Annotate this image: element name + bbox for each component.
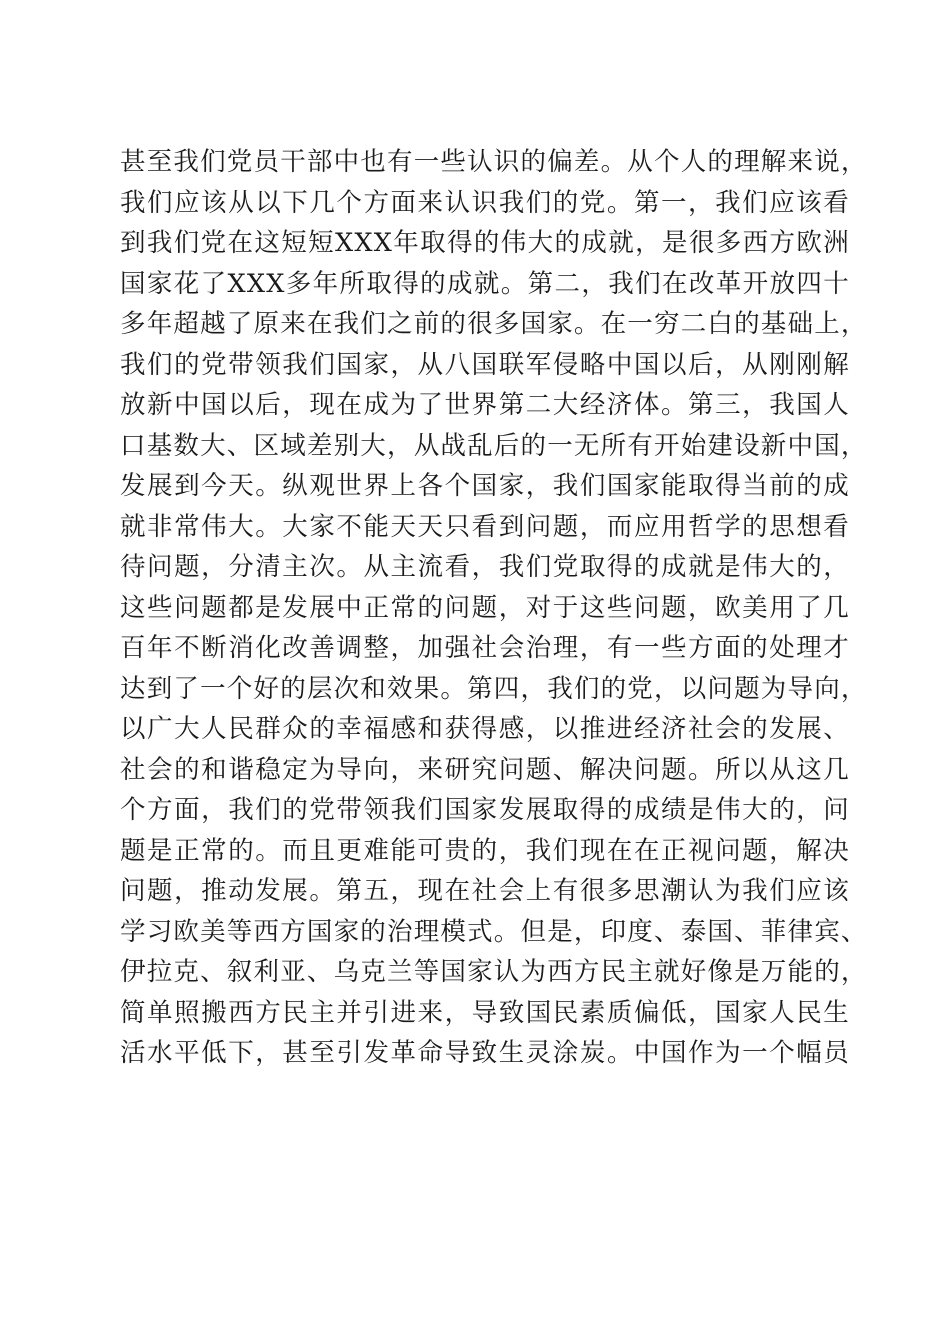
text-line: 口基数大、区域差别大，从战乱后的一无所有开始建设新中国， xyxy=(120,430,868,461)
text-line: 学习欧美等西方国家的治理模式。但是，印度、泰国、菲律宾、 xyxy=(120,916,868,947)
text-line: 我们的党带领我们国家，从八国联军侵略中国以后，从刚刚解 xyxy=(120,349,850,380)
text-line: 达到了一个好的层次和效果。第四，我们的党，以问题为导向， xyxy=(120,673,868,704)
text-line: 到我们党在这短短XXX年取得的伟大的成就，是很多西方欧洲 xyxy=(120,228,850,258)
text-line: 国家花了XXX多年所取得的成就。第二，我们在改革开放四十 xyxy=(120,268,850,299)
text-line: 我们应该从以下几个方面来认识我们的党。第一，我们应该看 xyxy=(120,187,850,218)
text-line: 这些问题都是发展中正常的问题，对于这些问题，欧美用了几 xyxy=(120,592,850,623)
text-line: 发展到今天。纵观世界上各个国家，我们国家能取得当前的成 xyxy=(120,471,850,501)
text-line: 待问题，分清主次。从主流看，我们党取得的成就是伟大的， xyxy=(120,552,850,582)
text-line: 百年不断消化改善调整，加强社会治理，有一些方面的处理才 xyxy=(120,633,850,663)
text-line: 多年超越了原来在我们之前的很多国家。在一穷二白的基础上， xyxy=(120,309,868,339)
text-line: 伊拉克、叙利亚、乌克兰等国家认为西方民主就好像是万能的， xyxy=(120,957,868,987)
body-text xyxy=(120,142,868,1074)
text-line: 活水平低下，甚至引发革命导致生灵涂炭。中国作为一个幅员 xyxy=(120,1038,850,1068)
text-line: 以广大人民群众的幸福感和获得感，以推进经济社会的发展、 xyxy=(120,714,850,744)
text-line: 问题，推动发展。第五，现在社会上有很多思潮认为我们应该 xyxy=(120,876,850,906)
text-line: 甚至我们党员干部中也有一些认识的偏差。从个人的理解来说， xyxy=(120,147,868,177)
text-line: 就非常伟大。大家不能天天只看到问题，而应用哲学的思想看 xyxy=(120,511,850,542)
text-line: 放新中国以后，现在成为了世界第二大经济体。第三，我国人 xyxy=(120,390,850,420)
text-line: 社会的和谐稳定为导向，来研究问题、解决问题。所以从这几 xyxy=(120,754,850,785)
text-line: 简单照搬西方民主并引进来，导致国民素质偏低，国家人民生 xyxy=(120,997,850,1028)
text-line: 个方面，我们的党带领我们国家发展取得的成绩是伟大的，问 xyxy=(120,795,850,825)
text-line: 题是正常的。而且更难能可贵的，我们现在在正视问题，解决 xyxy=(120,835,850,866)
